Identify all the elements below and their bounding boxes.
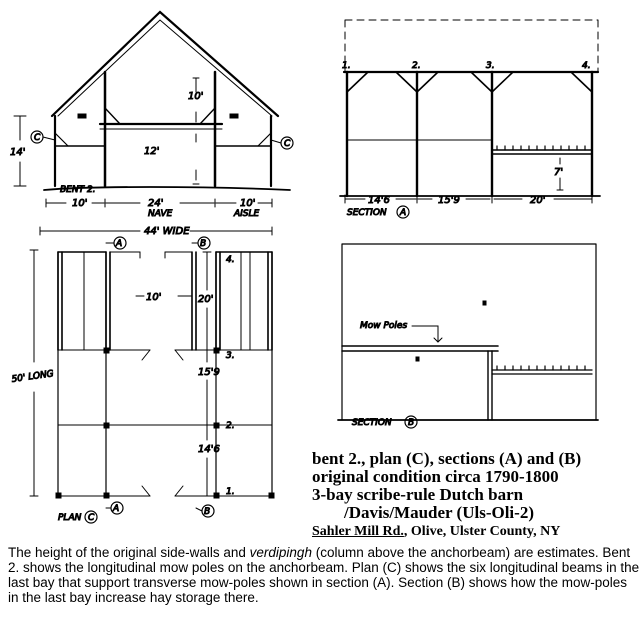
bent-lower-height: 12' xyxy=(144,146,160,157)
plan-marker-b-bottom: B xyxy=(204,507,211,517)
section-a-post-2: 2. xyxy=(412,61,421,71)
caption-place: , Olive, Ulster County, NY xyxy=(403,524,561,539)
plan-bay-width-3: 14'6 xyxy=(198,444,220,455)
section-a-bay-width-2: 15'9 xyxy=(438,195,460,206)
plan-length: 50' LONG xyxy=(11,369,55,385)
plan-post-2: 2. xyxy=(226,421,235,431)
plan-drawing xyxy=(30,237,274,523)
plan-post-3: 3. xyxy=(226,351,235,361)
description xyxy=(8,545,640,605)
section-a-post-1: 1. xyxy=(342,61,351,71)
plan-post-4: 4. xyxy=(226,255,235,265)
section-a-height: 7' xyxy=(554,167,564,178)
section-a-bay-width-1: 14'6 xyxy=(368,195,390,206)
plan-marker-a-top: A xyxy=(116,239,123,249)
section-a-label: SECTION xyxy=(347,208,387,218)
description-text xyxy=(8,545,640,605)
plan-marker-a-bottom: A xyxy=(113,504,120,514)
description-term: verdipingh xyxy=(249,545,312,560)
section-a-drawing xyxy=(340,20,600,218)
bent-wall-height: 14' xyxy=(10,147,26,158)
section-b-drawing xyxy=(338,244,598,428)
caption-line-2: original condition circa 1790-1800 xyxy=(312,467,559,486)
section-a-bay-width-3: 20' xyxy=(530,195,546,206)
caption-location xyxy=(312,523,642,540)
bent-label: BENT 2. xyxy=(60,185,96,195)
caption-road: Sahler Mill Rd. xyxy=(312,524,404,539)
bent-marker-left: C xyxy=(34,133,41,143)
bent-aisle-label: AISLE xyxy=(234,209,260,219)
bent-nave-label: NAVE xyxy=(148,209,173,219)
section-b-marker: B xyxy=(408,418,415,428)
plan-label: PLAN xyxy=(58,513,82,523)
bent-overall-width: 44' WIDE xyxy=(144,226,190,237)
bent-marker-right: C xyxy=(284,139,291,149)
description-part-1: The height of the original side-walls and xyxy=(8,545,250,560)
plan-aisle-width: 10' xyxy=(146,292,162,303)
plan-marker-b-top: B xyxy=(200,239,207,249)
section-a-marker: A xyxy=(400,208,407,218)
plan-marker: C xyxy=(88,513,95,523)
bent-left-width: 10' xyxy=(72,198,88,209)
section-a-post-4: 4. xyxy=(582,61,591,71)
bent-nave-width: 24' xyxy=(148,198,164,209)
section-a-post-3: 3. xyxy=(486,61,495,71)
plan-bay-width-2: 15'9 xyxy=(198,367,220,378)
plan-post-1: 1. xyxy=(226,487,235,497)
section-b-mow-label: Mow Poles xyxy=(360,321,408,331)
drawing-caption xyxy=(312,450,642,540)
caption-line-4: /Davis/Mauder (Uls-Oli-2) xyxy=(344,503,534,522)
bent-aisle-width: 10' xyxy=(240,198,256,209)
bent-upper-height: 10' xyxy=(188,91,204,102)
plan-bay-width-1: 20' xyxy=(198,294,214,305)
description-part-2: (column above the anchorbeam) are estimates. Bent 2. shows the longitudinal mow poles on the anchorbeam. Plan (C) shows the six longitudinal beams in the last bay that support transverse mow-poles shown in section (A). Section (B) shows how the mow-poles in the last bay increase hay storage there. xyxy=(8,545,640,605)
caption-line-1: bent 2., plan (C), sections (A) and (B) xyxy=(312,449,582,468)
section-b-label: SECTION xyxy=(352,418,392,428)
caption-line-3: 3-bay scribe-rule Dutch barn xyxy=(312,485,524,504)
